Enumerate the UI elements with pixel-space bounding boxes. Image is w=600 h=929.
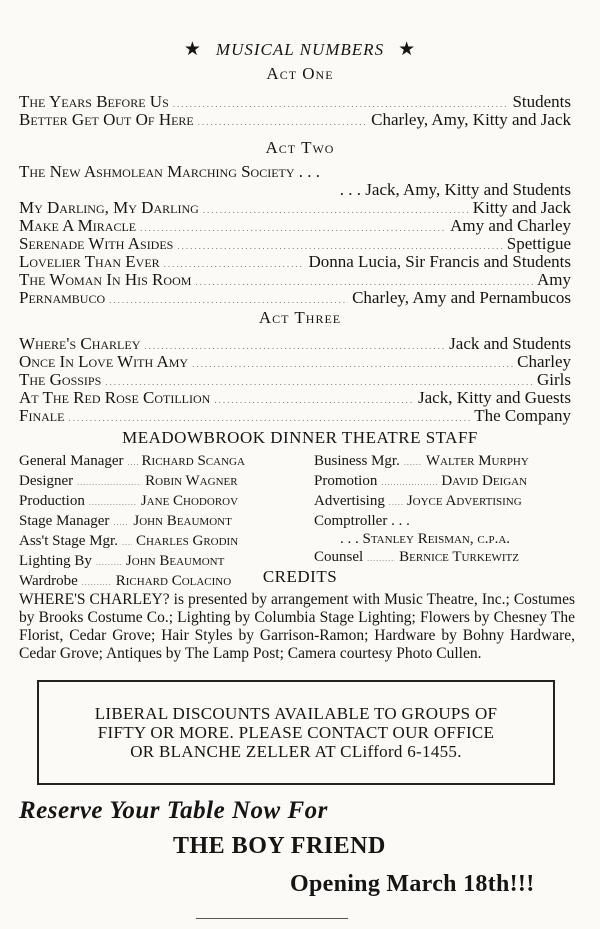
staff-role: Stage Manager xyxy=(19,513,110,529)
song-cast: Charley xyxy=(517,352,571,371)
song-cast: . . . Jack, Amy, Kitty and Students xyxy=(339,180,571,199)
leader-dots xyxy=(113,514,129,532)
leader-dots xyxy=(381,474,437,492)
leader-dots xyxy=(89,494,137,512)
leader-dots xyxy=(198,113,367,132)
staff-role: Advertising xyxy=(314,493,385,509)
staff-name: Joyce Advertising xyxy=(406,493,522,509)
song-title: The Years Before Us xyxy=(19,92,169,111)
staff-entry xyxy=(314,452,576,472)
staff-entry xyxy=(314,530,576,548)
discount-notice-box xyxy=(37,680,555,785)
song-cast: Charley, Amy and Pernambucos xyxy=(352,288,571,307)
musical-numbers-heading xyxy=(0,38,600,61)
staff-name: Robin Wagner xyxy=(145,473,238,489)
notice-line: LIBERAL DISCOUNTS AVAILABLE TO GROUPS OF xyxy=(94,704,498,723)
leader-dots xyxy=(77,474,141,492)
notice-line: FIFTY OR MORE. PLEASE CONTACT OUR OFFICE xyxy=(97,723,495,742)
leader-dots xyxy=(389,494,403,512)
song-cast: Amy and Charley xyxy=(450,216,571,235)
song-title: Where's Charley xyxy=(19,334,141,353)
staff-entry xyxy=(19,472,281,492)
staff-role: Comptroller . . . xyxy=(314,513,410,529)
staff-name: Richard Colacino xyxy=(115,573,232,589)
discount-notice xyxy=(39,704,553,761)
number-row xyxy=(19,288,571,310)
leader-dots xyxy=(404,454,422,472)
staff-name: David Deigan xyxy=(441,473,528,489)
song-title: Serenade With Asides xyxy=(19,234,174,253)
notice-line: OR BLANCHE ZELLER AT CLifford 6-1455. xyxy=(130,742,462,761)
credits-heading: CREDITS xyxy=(262,567,338,586)
staff-name: John Beaumont xyxy=(125,553,225,569)
staff-role: Designer xyxy=(19,473,74,489)
song-title: Make A Miracle xyxy=(19,216,137,235)
staff-role: Production xyxy=(19,493,85,509)
staff-name: Charles Grodin xyxy=(135,533,239,549)
staff-name: . . . Stanley Reisman, c.p.a. xyxy=(340,531,511,547)
song-title: Lovelier Than Ever xyxy=(19,252,160,271)
credits-text: WHERE'S CHARLEY? is presented by arrangement with Music Theatre, Inc.; Costumes by Brooks Costume Co.; Lighting by Columbia Stage Lighting; Flowers by Chesney The Florist, Cedar Grove; Hair Styles by Garrison-Ramon; Hardware by Bohny Hardware, Cedar Grove; Antiques by The Lamp Post; Camera courtesy Photo Cullen. xyxy=(19,591,575,662)
staff-role: Wardrobe xyxy=(19,573,78,589)
song-cast: Girls xyxy=(537,370,571,389)
staff-heading: MEADOWBROOK DINNER THEATRE STAFF xyxy=(122,428,478,447)
act-one-heading: Act One xyxy=(266,64,334,83)
staff-name: Jane Chodorov xyxy=(140,493,239,509)
song-title: Pernambuco xyxy=(19,288,106,307)
song-title: Better Get Out Of Here xyxy=(19,110,194,129)
song-cast: Jack, Kitty and Guests xyxy=(418,388,571,407)
opening-date: Opening March 18th!!! xyxy=(290,871,535,897)
staff-entry xyxy=(314,512,576,530)
staff-role: Counsel xyxy=(314,549,364,565)
star-icon: ★ xyxy=(183,39,202,60)
star-icon: ★ xyxy=(398,39,417,60)
staff-right-column xyxy=(314,452,576,568)
staff-role: Lighting By xyxy=(19,553,92,569)
staff-name: Bernice Turkewitz xyxy=(399,549,519,565)
leader-dots xyxy=(122,534,132,552)
act-two-heading: Act Two xyxy=(265,138,335,157)
staff-role: Promotion xyxy=(314,473,378,489)
staff-entry xyxy=(314,492,576,512)
staff-role: Business Mgr. xyxy=(314,453,400,469)
staff-entry xyxy=(314,472,576,492)
staff-role: General Manager xyxy=(19,453,124,469)
song-cast: Jack and Students xyxy=(449,334,571,353)
song-title: Finale xyxy=(19,406,65,425)
song-title: The New Ashmolean Marching Society . . . xyxy=(19,162,321,181)
musical-numbers-title: MUSICAL NUMBERS xyxy=(215,40,385,59)
song-cast: Students xyxy=(512,92,571,111)
song-title: My Darling, My Darling xyxy=(19,198,199,217)
song-cast: Amy xyxy=(537,270,571,289)
number-row xyxy=(19,162,571,181)
leader-dots xyxy=(367,550,395,568)
staff-entry xyxy=(19,492,281,512)
song-cast: Donna Lucia, Sir Francis and Students xyxy=(308,252,571,271)
number-row xyxy=(19,406,571,428)
act-three-heading: Act Three xyxy=(258,308,342,327)
reserve-headline: Reserve Your Table Now For xyxy=(19,797,328,824)
song-title: The Woman In His Room xyxy=(19,270,192,289)
show-title: THE BOY FRIEND xyxy=(173,833,386,859)
song-cast: Kitty and Jack xyxy=(472,198,571,217)
song-cast: Spettigue xyxy=(506,234,571,253)
staff-entry xyxy=(19,512,281,532)
song-title: The Gossips xyxy=(19,370,102,389)
number-row xyxy=(19,110,571,132)
staff-name: John Beaumont xyxy=(133,513,232,529)
song-title: Once In Love With Amy xyxy=(19,352,189,371)
song-cast: Charley, Amy, Kitty and Jack xyxy=(371,110,571,129)
bottom-divider xyxy=(196,918,348,919)
staff-entry xyxy=(19,532,281,552)
staff-entry xyxy=(19,452,281,472)
leader-dots xyxy=(128,454,138,472)
staff-name: Richard Scanga xyxy=(141,453,245,469)
song-cast: The Company xyxy=(474,406,571,425)
staff-role: Ass't Stage Mgr. xyxy=(19,533,118,549)
leader-dots xyxy=(68,409,470,428)
song-title: At The Red Rose Cotillion xyxy=(19,388,211,407)
staff-name: Walter Murphy xyxy=(425,453,529,469)
staff-entry xyxy=(314,548,576,568)
